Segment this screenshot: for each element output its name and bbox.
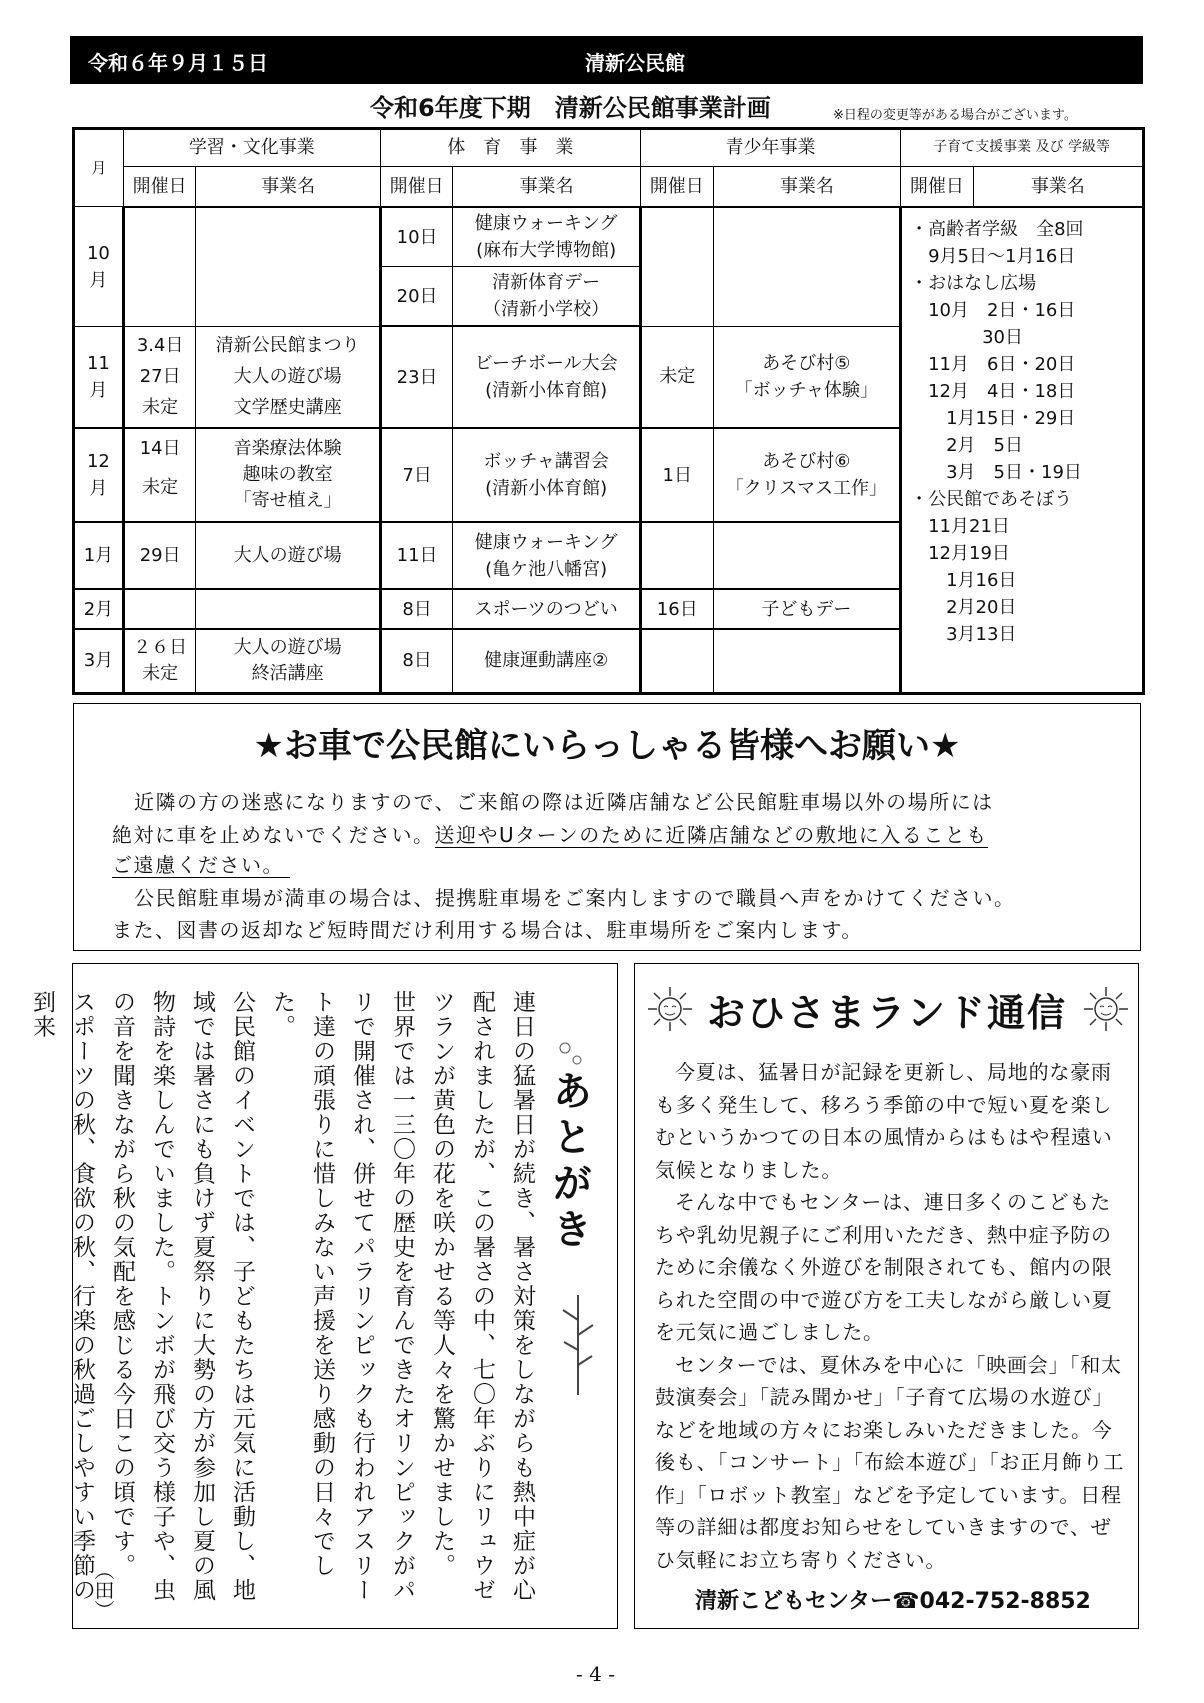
table-cell xyxy=(713,522,901,589)
center-contact: 清新こどもセンター☎042-752-8852 xyxy=(695,1589,1091,1614)
kosodate-line: 3月 5日・19日 xyxy=(910,461,1082,483)
table-cell xyxy=(640,522,713,589)
event-date: 未定 xyxy=(142,477,179,499)
afterword-paragraph: スポーツの秋、食欲の秋、行楽の秋過ごしやすい季節の到来 xyxy=(29,990,95,1603)
month-cell: 10 月 xyxy=(74,207,124,326)
table-cell: 大人の遊び場 終活講座 xyxy=(196,629,380,694)
table-cell xyxy=(196,326,380,428)
kosodate-line: 11月 6日・20日 xyxy=(910,353,1076,375)
afterword-paragraph: 連日の猛暑日が続き、暑さ対策をしながらも熱中症が心配されましたが、この暑さの中、七〇年ぶりにリュウゼツランが黄色の花を咲かせる等人々を驚かせました。 xyxy=(429,990,535,1603)
date-header: 開催日 xyxy=(901,166,974,207)
event-name: 大人の遊び場 xyxy=(233,366,342,388)
table-cell xyxy=(713,629,901,694)
event-name: 音楽療法体験 xyxy=(233,438,342,460)
month-cell: 1月 xyxy=(74,522,124,589)
table-cell xyxy=(123,326,196,428)
table-cell: 未定 xyxy=(640,326,713,428)
kosodate-line: ・公民館であそぼう xyxy=(910,488,1073,510)
kosodate-line: 30日 xyxy=(910,326,1024,348)
table-cell: ビーチボール大会 (清新小体育館) xyxy=(453,326,641,428)
table-cell xyxy=(123,207,196,326)
news-paragraph: そんな中でもセンターは、連日多くのこどもたちや乳幼児親子にご利用いただき、熱中症予防のために余儀なく外遊びを制限されても、館内の限られた空間の中で遊び方を工夫しながら厳しい夏を元気に過ごしました。 xyxy=(655,1190,1113,1344)
event-name: 清新公民館まつり xyxy=(215,335,360,357)
table-cell: ボッチャ講習会 (清新小体育館) xyxy=(453,428,641,523)
page-header xyxy=(70,36,1143,84)
name-header: 事業名 xyxy=(973,166,1143,207)
request-underlined: 送迎やUターンのために近隣店舗などの敷地に入ることも xyxy=(434,823,988,847)
afterword-paragraph: 世界では一三〇年の歴史を育んできたオリンピックがパリで開催され、併せてパラリンピックも行われアスリート達の頑張りに惜しみない声援を送り感動の日々でした。 xyxy=(269,990,415,1603)
afterword-text xyxy=(29,990,542,1620)
plan-note: ※日程の変更等がある場合がございます。 xyxy=(833,108,1077,123)
news-paragraph: 今夏は、猛暑日が記録を更新し、局地的な豪雨も多く発生して、移ろう季節の中で短い夏を楽しむというかつての日本の風情からはもはや程遠い気候となりました。 xyxy=(655,1060,1113,1182)
table-cell: 健康ウォーキング (麻布大学博物館) xyxy=(453,207,641,267)
table-cell: 1日 xyxy=(640,428,713,523)
group-header-sports: 体 育 事 業 xyxy=(380,129,640,167)
request-line-4: 公民館駐車場が満車の場合は、提携駐車場をご案内しますので職員へ声をかけてください。 xyxy=(134,886,1016,910)
table-cell: 23日 xyxy=(380,326,453,428)
center-news-box xyxy=(634,963,1139,1629)
kosodate-line: ・高齢者学級 全8回 xyxy=(910,218,1084,240)
event-date: 14日 xyxy=(139,438,181,460)
date-header: 開催日 xyxy=(640,166,713,207)
kosodate-line: 1月16日 xyxy=(910,569,1017,591)
table-cell xyxy=(196,207,380,326)
header-facility-name: 清新公民館 xyxy=(585,51,685,75)
kosodate-line: ・おはなし広場 xyxy=(910,272,1037,294)
sun-icon xyxy=(647,986,693,1032)
month-cell: 12 月 xyxy=(74,428,124,523)
table-cell: 子どもデー xyxy=(713,589,901,629)
event-name: 趣味の教室 「寄せ植え」 xyxy=(233,464,342,512)
date-header: 開催日 xyxy=(123,166,196,207)
page-number: - 4 - xyxy=(576,1662,615,1686)
request-underlined: ご遠慮ください。 xyxy=(112,853,290,878)
table-cell: 健康運動講座② xyxy=(453,629,641,694)
kosodate-line: 11月21日 xyxy=(910,515,1010,537)
kosodate-line: 12月 4日・18日 xyxy=(910,380,1076,402)
kosodate-line: 3月13日 xyxy=(910,623,1017,645)
table-cell xyxy=(123,428,196,523)
name-header: 事業名 xyxy=(196,166,380,207)
table-cell: 清新体育デー （清新小学校） xyxy=(453,267,641,327)
group-header-youth: 青少年事業 xyxy=(640,129,900,167)
request-line-5: また、図書の返却など短時間だけ利用する場合は、駐車場所をご案内します。 xyxy=(112,918,863,942)
date-header: 開催日 xyxy=(380,166,453,207)
table-cell xyxy=(713,207,901,326)
table-cell xyxy=(640,629,713,694)
plan-title: 令和6年度下期 清新公民館事業計画 xyxy=(370,94,771,122)
event-date: 3.4日 xyxy=(136,335,184,357)
group-header-culture: 学習・文化事業 xyxy=(123,129,380,167)
kosodate-line: 2月20日 xyxy=(910,596,1017,618)
afterword-paragraph: 公民館のイベントでは、子どもたちは元気に活動し、地域では暑さにも負けず夏祭りに大勢の方が参加し夏の風物詩を楽しんでいました。トンボが飛び交う様子や、虫の音を聞きながら秋の気配を感じる今日この頃です。 xyxy=(109,990,255,1603)
table-cell: ２６日 未定 xyxy=(123,629,196,694)
center-news-body xyxy=(655,1056,1125,1576)
afterword-signature: （田） xyxy=(91,1560,115,1620)
request-line-3 xyxy=(112,849,1132,878)
table-cell: 29日 xyxy=(123,522,196,589)
table-cell: 10日 xyxy=(380,207,453,267)
request-text: 絶対に車を止めないでください。 xyxy=(112,823,435,847)
table-cell: 8日 xyxy=(380,589,453,629)
month-cell: 11 月 xyxy=(74,326,124,428)
event-date: 27日 xyxy=(139,366,181,388)
event-date: 未定 xyxy=(142,397,179,419)
request-line-2 xyxy=(112,819,1132,848)
kosodate-line: 10月 2日・16日 xyxy=(910,299,1076,321)
table-cell: スポーツのつどい xyxy=(453,589,641,629)
center-news-title: おひさまランド通信 xyxy=(707,991,1068,1035)
grass-leaf-icon xyxy=(558,1290,598,1400)
group-header-kosodate: 子育て支援事業 及び 学級等 xyxy=(901,129,1144,167)
afterword-heading: あとがき xyxy=(546,1070,592,1254)
kosodate-line: 2月 5日 xyxy=(910,434,1024,456)
kosodate-line: 1月15日・29日 xyxy=(910,407,1076,429)
month-cell: 2月 xyxy=(74,589,124,629)
plan-table xyxy=(72,127,1145,695)
table-cell: あそび村⑤ 「ボッチャ体験」 xyxy=(713,326,901,428)
news-paragraph: センターでは、夏休みを中心に「映画会」「和太鼓演奏会」「読み聞かせ」「子育て広場の水遊び」などを地域の方々にお楽しみいただきました。今後も、「コンサート」「布絵本遊び」「お正月飾り工作」「ロボット教室」などを予定しています。日程等の詳細は都度お知らせをしていきますので、ぜひ気軽にお立ち寄りください。 xyxy=(655,1352,1125,1572)
table-cell xyxy=(196,428,380,523)
table-cell: あそび村⑥ 「クリスマス工作」 xyxy=(713,428,901,523)
sun-icon xyxy=(1083,986,1129,1032)
table-cell xyxy=(123,589,196,629)
kosodate-list xyxy=(901,207,1144,694)
event-name: 文学歴史講座 xyxy=(233,397,342,419)
kosodate-line: 9月5日～1月16日 xyxy=(910,245,1076,267)
table-cell: 20日 xyxy=(380,267,453,327)
table-cell: 大人の遊び場 xyxy=(196,522,380,589)
request-line-1: 近隣の方の迷惑になりますので、ご来館の際は近隣店舗など公民館駐車場以外の場所には xyxy=(134,790,994,814)
table-cell xyxy=(196,589,380,629)
header-date: 令和６年９月１５日 xyxy=(88,51,268,75)
kosodate-line: 12月19日 xyxy=(910,542,1010,564)
parking-request-box xyxy=(73,703,1141,951)
bubbles-icon xyxy=(557,1040,587,1070)
name-header: 事業名 xyxy=(713,166,901,207)
request-title: ★お車で公民館にいらっしゃる皆様へお願い★ xyxy=(253,726,961,766)
table-cell xyxy=(640,207,713,326)
table-cell: 7日 xyxy=(380,428,453,523)
table-cell: 健康ウォーキング (亀ケ池八幡宮) xyxy=(453,522,641,589)
month-header: 月 xyxy=(74,129,124,207)
table-cell: 8日 xyxy=(380,629,453,694)
table-cell: 16日 xyxy=(640,589,713,629)
month-cell: 3月 xyxy=(74,629,124,694)
name-header: 事業名 xyxy=(453,166,641,207)
table-cell: 11日 xyxy=(380,522,453,589)
